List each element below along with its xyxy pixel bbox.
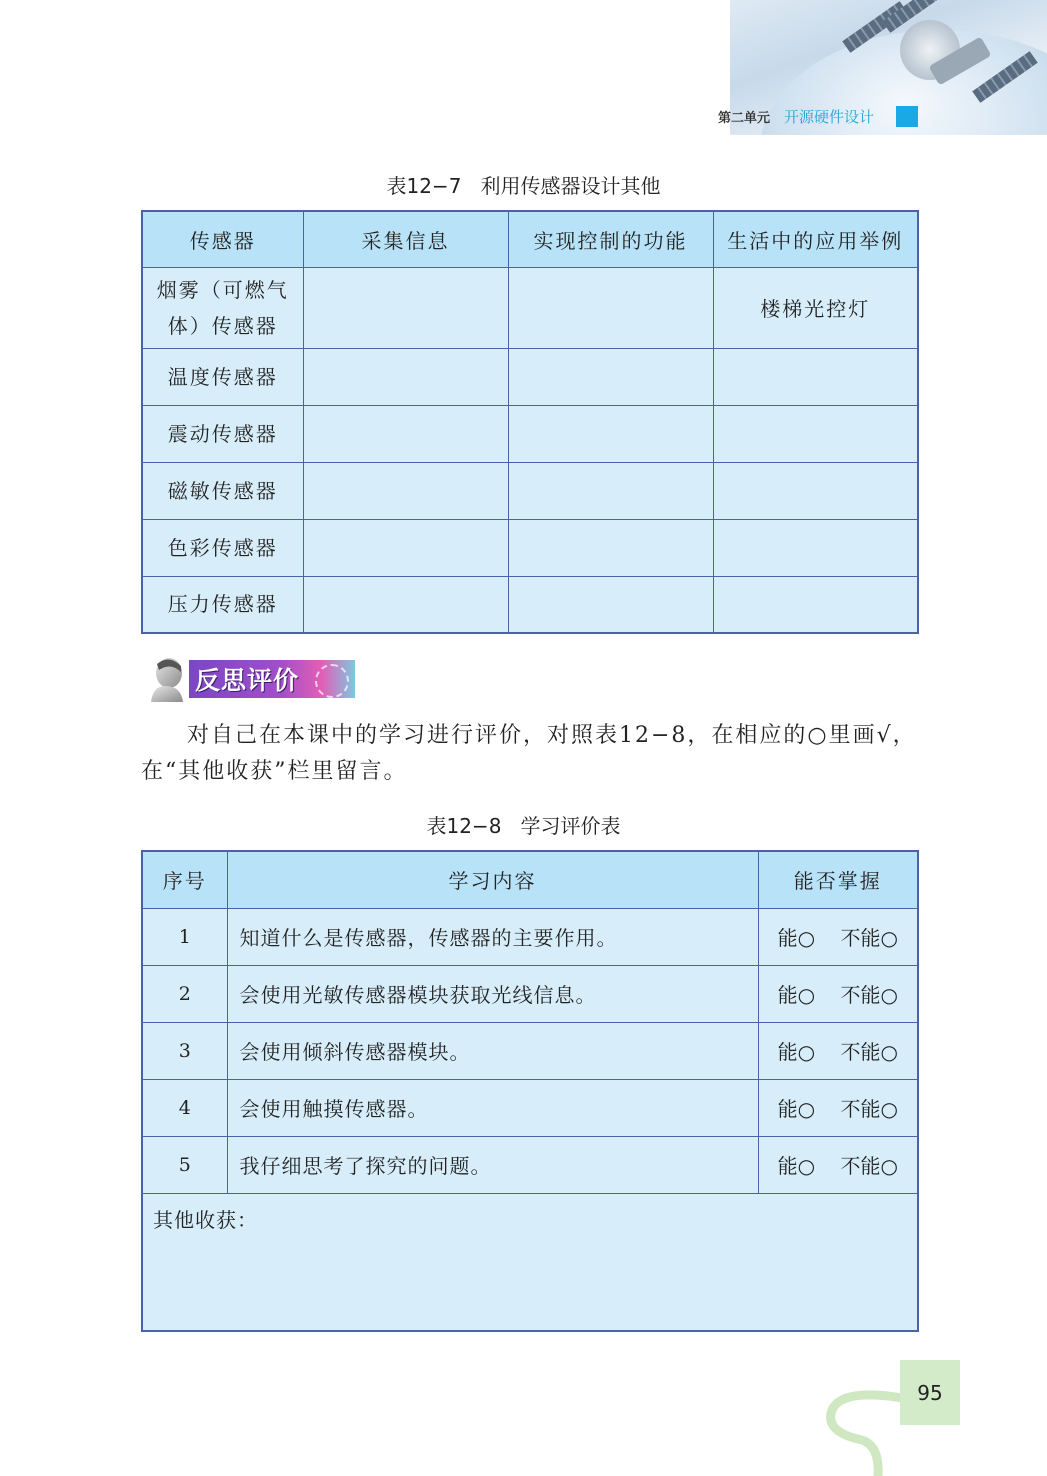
function-cell[interactable] <box>508 576 713 633</box>
header-cell: 采集信息 <box>303 211 508 267</box>
unit-title: 开源硬件设计 <box>784 107 875 126</box>
info-cell[interactable] <box>303 348 508 405</box>
table-row <box>142 908 918 965</box>
instruction-line: 对自己在本课中的学习进行评价，对照表12−8，在相应的○里画√， <box>187 723 917 748</box>
content-cell: 会使用光敏传感器模块获取光线信息。 <box>227 965 758 1022</box>
example-cell[interactable] <box>713 462 918 519</box>
table-row <box>142 1136 918 1193</box>
row-number-cell: 3 <box>142 1022 227 1079</box>
decorative-swirl-icon <box>315 664 349 698</box>
mastery-cell <box>758 1136 918 1193</box>
header-cell: 传感器 <box>142 211 303 267</box>
table-header-row <box>142 211 918 267</box>
table-row <box>142 965 918 1022</box>
mastery-cell <box>758 908 918 965</box>
learning-evaluation-table <box>141 850 919 1332</box>
table-row <box>142 1079 918 1136</box>
sensor-cell: 色彩传感器 <box>142 519 303 576</box>
table-row <box>142 576 918 633</box>
table-row <box>142 348 918 405</box>
content-cell: 我仔细思考了探究的问题。 <box>227 1136 758 1193</box>
header-cell: 生活中的应用举例 <box>713 211 918 267</box>
sensor-cell: 温度传感器 <box>142 348 303 405</box>
table-row <box>142 267 918 348</box>
cannot-option[interactable]: 不能○ <box>840 1097 898 1121</box>
table1-caption <box>0 170 1047 199</box>
reflection-section-label <box>189 660 355 698</box>
sensor-cell: 压力传感器 <box>142 576 303 633</box>
table-row <box>142 462 918 519</box>
mastery-cell <box>758 1022 918 1079</box>
other-gains-row <box>142 1193 918 1331</box>
table2-caption <box>0 810 1047 839</box>
other-gains-cell[interactable] <box>142 1193 918 1331</box>
sensor-name-line: 烟雾（可燃气 <box>156 277 289 302</box>
sensor-name-line: 体）传感器 <box>167 313 278 338</box>
content-cell: 会使用倾斜传感器模块。 <box>227 1022 758 1079</box>
header-cell: 序号 <box>142 851 227 908</box>
table-row <box>142 519 918 576</box>
content-cell: 会使用触摸传感器。 <box>227 1079 758 1136</box>
cannot-option[interactable]: 不能○ <box>840 926 898 950</box>
running-header <box>718 105 874 127</box>
table-row <box>142 1022 918 1079</box>
info-cell[interactable] <box>303 462 508 519</box>
example-cell[interactable] <box>713 576 918 633</box>
can-option[interactable]: 能○ <box>777 1097 816 1121</box>
cannot-option[interactable]: 不能○ <box>840 1154 898 1178</box>
table2-caption-text: 学习评价表 <box>520 814 621 838</box>
can-option[interactable]: 能○ <box>777 983 816 1007</box>
header-accent-square <box>896 106 918 127</box>
can-option[interactable]: 能○ <box>777 1040 816 1064</box>
page-number-tab <box>900 1360 960 1425</box>
cannot-option[interactable]: 不能○ <box>840 1040 898 1064</box>
example-cell[interactable] <box>713 348 918 405</box>
reflection-instructions <box>141 718 921 790</box>
thinking-person-icon <box>143 656 187 702</box>
info-cell[interactable] <box>303 519 508 576</box>
sensor-cell: 磁敏传感器 <box>142 462 303 519</box>
function-cell[interactable] <box>508 462 713 519</box>
function-cell[interactable] <box>508 405 713 462</box>
sensor-cell <box>142 267 303 348</box>
mastery-cell <box>758 965 918 1022</box>
function-cell[interactable] <box>508 267 713 348</box>
table1-caption-number: 表12−7 <box>386 174 462 198</box>
mastery-cell <box>758 1079 918 1136</box>
row-number-cell: 2 <box>142 965 227 1022</box>
table2-caption-number: 表12−8 <box>426 814 502 838</box>
can-option[interactable]: 能○ <box>777 926 816 950</box>
header-cell: 能否掌握 <box>758 851 918 908</box>
function-cell[interactable] <box>508 348 713 405</box>
row-number-cell: 5 <box>142 1136 227 1193</box>
function-cell[interactable] <box>508 519 713 576</box>
table-row <box>142 405 918 462</box>
header-cell: 学习内容 <box>227 851 758 908</box>
cannot-option[interactable]: 不能○ <box>840 983 898 1007</box>
table-header-row <box>142 851 918 908</box>
header-cell: 实现控制的功能 <box>508 211 713 267</box>
reflection-label-text: 反思评价 <box>195 666 300 695</box>
page-number: 95 <box>917 1380 943 1405</box>
other-gains-label: 其他收获： <box>153 1207 258 1232</box>
info-cell[interactable] <box>303 405 508 462</box>
info-cell[interactable] <box>303 576 508 633</box>
info-cell[interactable] <box>303 267 508 348</box>
content-cell: 知道什么是传感器，传感器的主要作用。 <box>227 908 758 965</box>
instruction-line: 在“其他收获”栏里留言。 <box>141 759 408 784</box>
example-cell[interactable] <box>713 405 918 462</box>
can-option[interactable]: 能○ <box>777 1154 816 1178</box>
row-number-cell: 1 <box>142 908 227 965</box>
sensor-cell: 震动传感器 <box>142 405 303 462</box>
table1-caption-text: 利用传感器设计其他 <box>480 174 661 198</box>
sensor-design-table <box>141 210 919 634</box>
example-cell[interactable] <box>713 519 918 576</box>
unit-label: 第二单元 <box>718 110 771 126</box>
example-cell[interactable]: 楼梯光控灯 <box>713 267 918 348</box>
row-number-cell: 4 <box>142 1079 227 1136</box>
